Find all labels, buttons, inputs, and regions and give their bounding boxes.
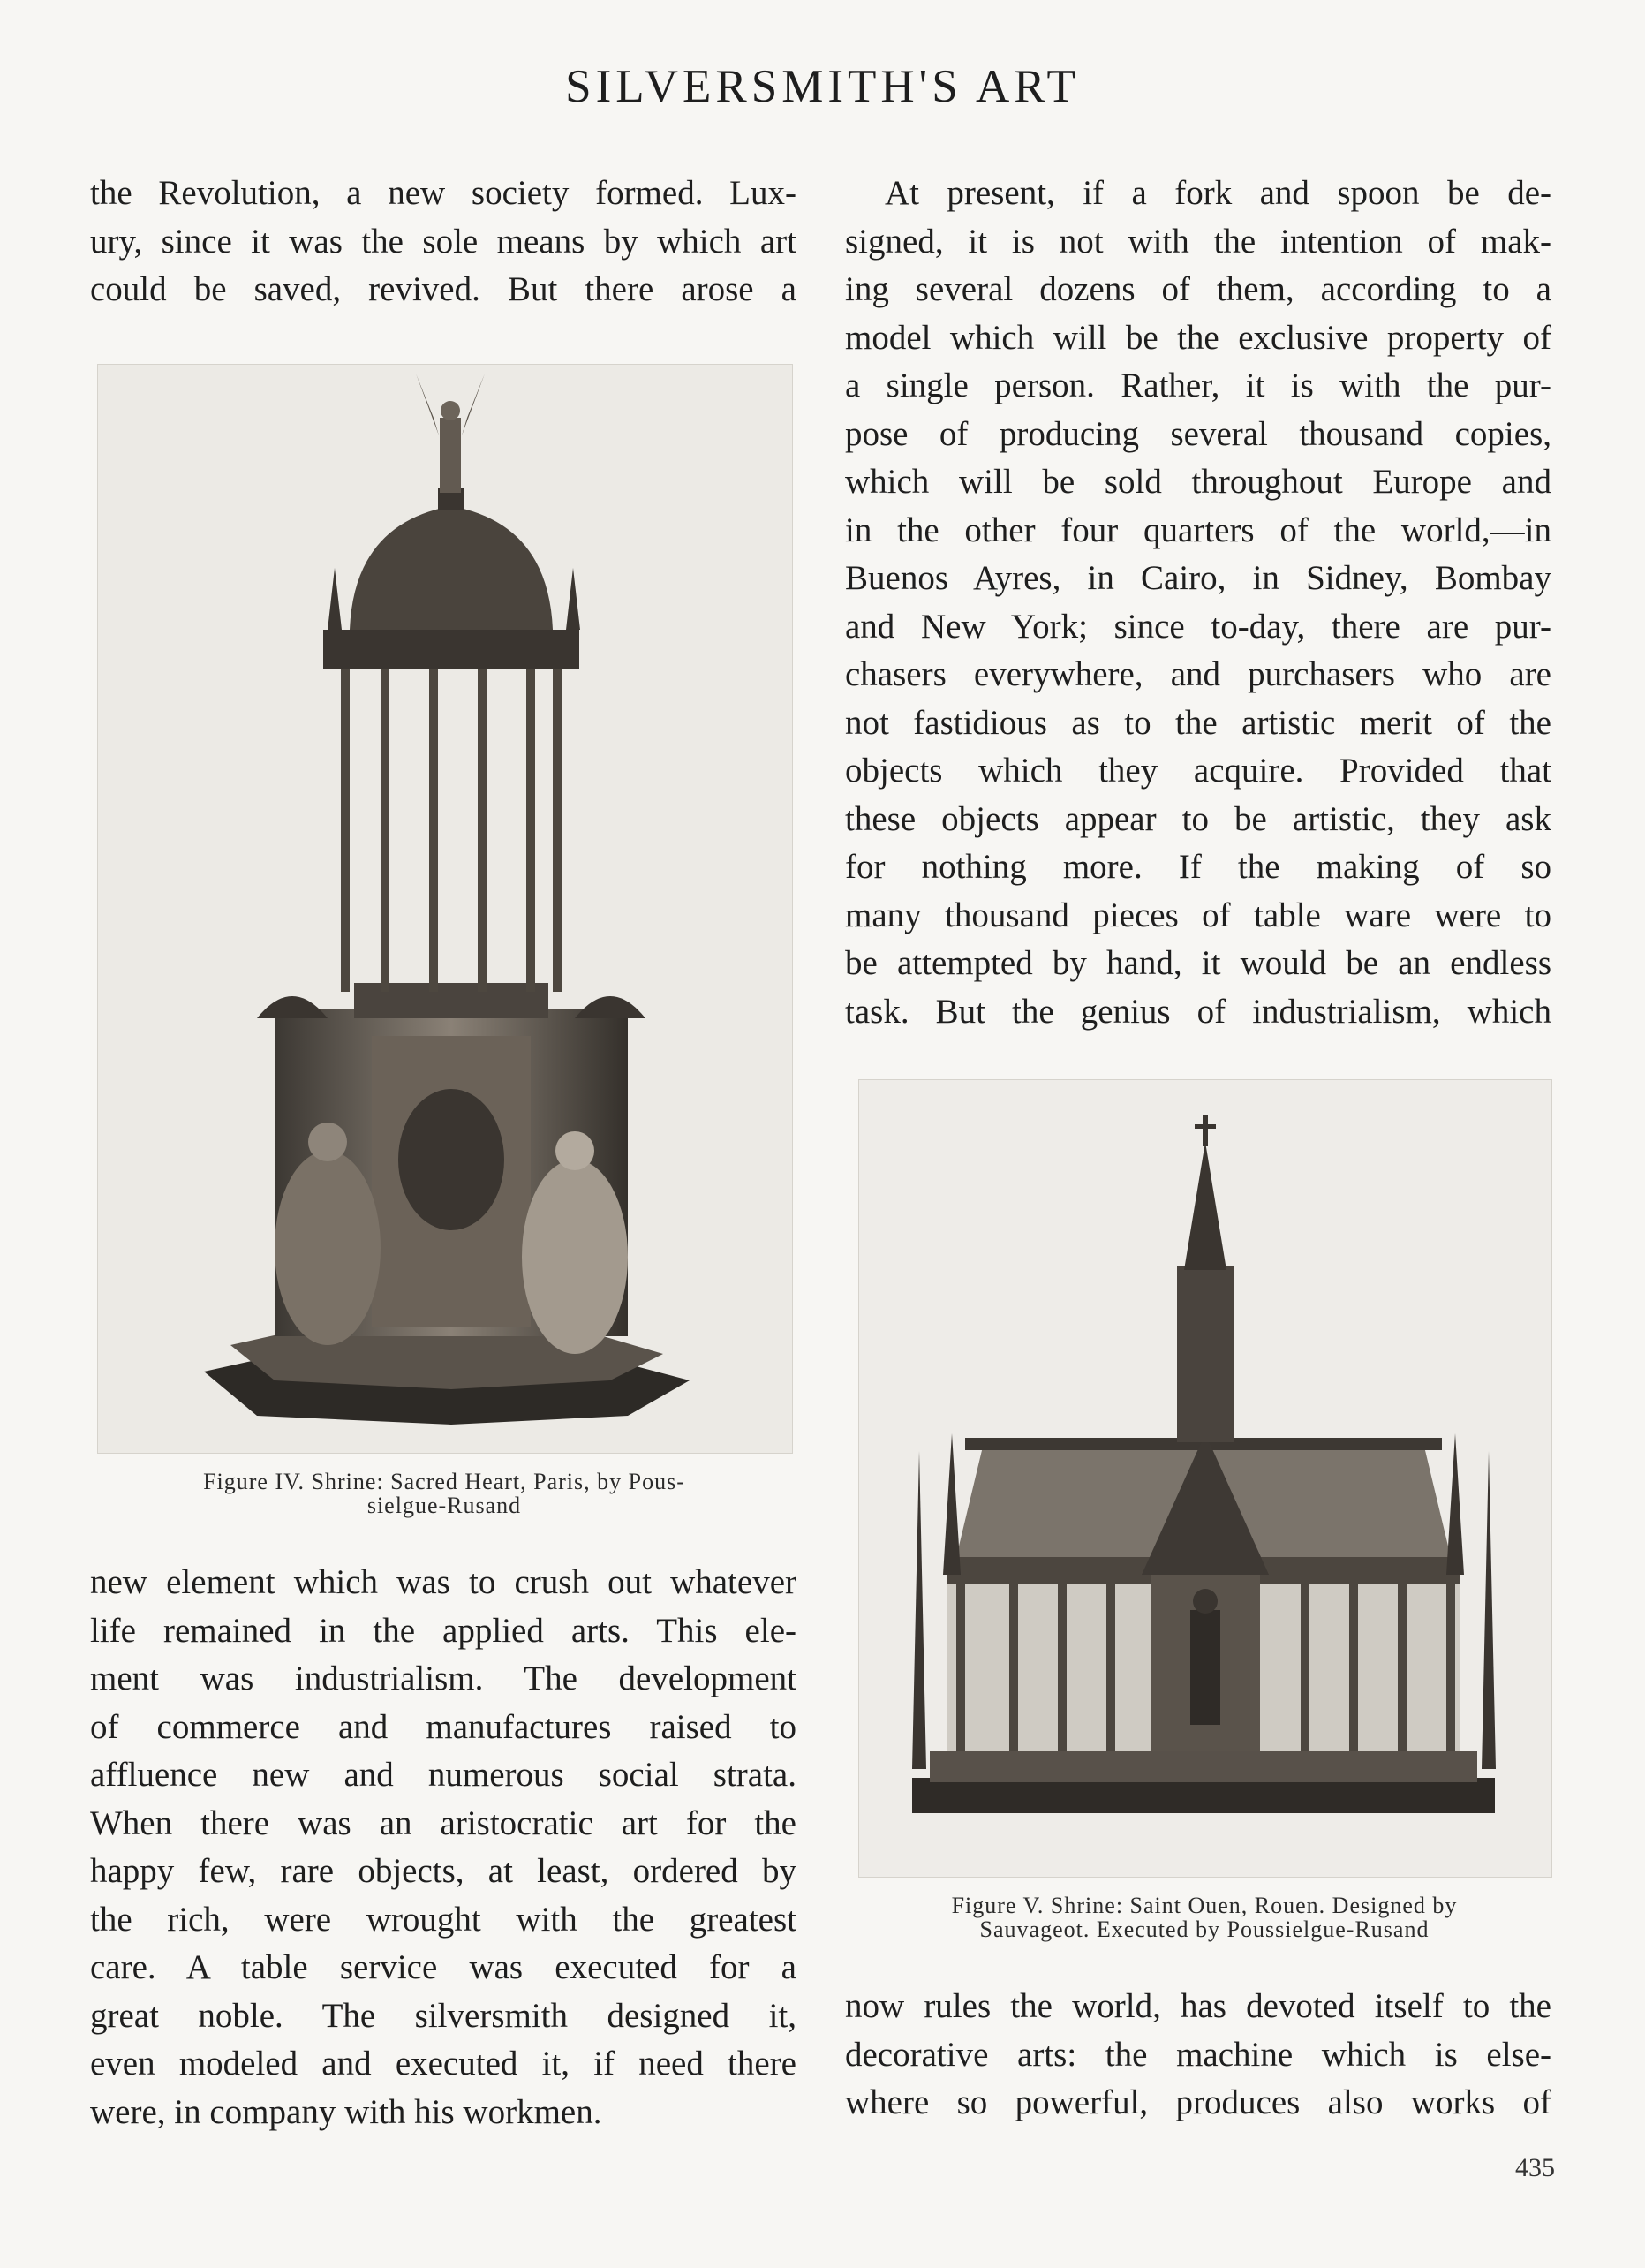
text-line: even modeled and executed it, if need there <box>90 2045 796 2083</box>
text-line: which will be sold throughout Europe and <box>845 463 1551 501</box>
shrine-saint-ouen-illustration <box>859 1080 1551 1877</box>
caption-line: Sauvageot. Executed by Poussielgue-Rusand <box>979 1916 1430 1942</box>
text-line: decorative arts: the machine which is else- <box>845 2035 1551 2074</box>
page-number: 435 <box>1515 2153 1555 2182</box>
text-line: signed, it is not with the intention of mak- <box>845 222 1551 261</box>
figure-iv-caption <box>97 1470 791 1517</box>
text-line: pose of producing several thousand copies, <box>845 414 1551 453</box>
text-line: not fastidious as to the artistic merit of the <box>845 703 1551 742</box>
text-line: the rich, were wrought with the greatest <box>90 1900 796 1939</box>
text-line: ing several dozens of them, according to a <box>845 270 1551 308</box>
text-line: care. A table service was executed for a <box>90 1948 796 1986</box>
text-line: When there was an aristocratic art for the <box>90 1803 796 1842</box>
text-line: the Revolution, a new society formed. Lux- <box>90 174 796 212</box>
shrine-sacred-heart-illustration <box>98 365 792 1453</box>
caption-line: Figure IV. Shrine: Sacred Heart, Paris, by Pous- <box>203 1469 685 1494</box>
right-bottom-paragraph <box>845 1983 1551 2128</box>
text-line: for nothing more. If the making of so <box>845 848 1551 886</box>
text-line: a single person. Rather, it is with the pur- <box>845 367 1551 404</box>
text-line: Buenos Ayres, in Cairo, in Sidney, Bombay <box>845 559 1551 597</box>
right-top-paragraph <box>845 170 1551 1036</box>
text-line: new element which was to crush out whatever <box>90 1563 796 1601</box>
text-line: of commerce and manufactures raised to <box>90 1707 796 1746</box>
text-line: many thousand pieces of table ware were to <box>845 896 1551 934</box>
left-top-paragraph <box>90 170 796 314</box>
text-line: where so powerful, produces also works of <box>845 2083 1551 2121</box>
text-line: now rules the world, has devoted itself to the <box>845 1987 1551 2025</box>
text-line: be attempted by hand, it would be an endless <box>845 944 1551 982</box>
text-line: happy few, rare objects, at least, ordered by <box>90 1852 796 1890</box>
left-bottom-paragraph <box>90 1559 796 2136</box>
text-line: ury, since it was the sole means by which art <box>90 222 796 261</box>
figure-v-photo <box>858 1079 1552 1878</box>
page-title: SILVERSMITH'S ART <box>565 61 1080 112</box>
text-line: were, in company with his workmen. <box>90 2092 602 2131</box>
text-line: objects which they acquire. Provided that <box>845 752 1551 790</box>
figure-iv-photo <box>97 364 793 1454</box>
text-line: affluence new and numerous social strata. <box>90 1756 796 1794</box>
text-line: At present, if a fork and spoon be de- <box>885 174 1551 212</box>
text-line: chasers everywhere, and purchasers who are <box>845 655 1551 693</box>
text-line: life remained in the applied arts. This ele- <box>90 1611 796 1650</box>
text-line: task. But the genius of industrialism, which <box>845 992 1551 1031</box>
text-line: in the other four quarters of the world,—in <box>845 510 1551 549</box>
text-line: and New York; since to-day, there are pur- <box>845 607 1551 646</box>
figure-v-caption <box>858 1894 1551 1941</box>
caption-line: Figure V. Shrine: Saint Ouen, Rouen. Designed by <box>951 1893 1458 1918</box>
text-line: model which will be the exclusive property of <box>845 318 1551 357</box>
caption-line: sielgue-Rusand <box>366 1493 522 1518</box>
text-line: ment was industrialism. The development <box>90 1659 796 1697</box>
text-line: these objects appear to be artistic, they ask <box>845 799 1551 838</box>
text-line: could be saved, revived. But there arose a <box>90 270 796 308</box>
text-line: great noble. The silversmith designed it, <box>90 1996 796 2035</box>
